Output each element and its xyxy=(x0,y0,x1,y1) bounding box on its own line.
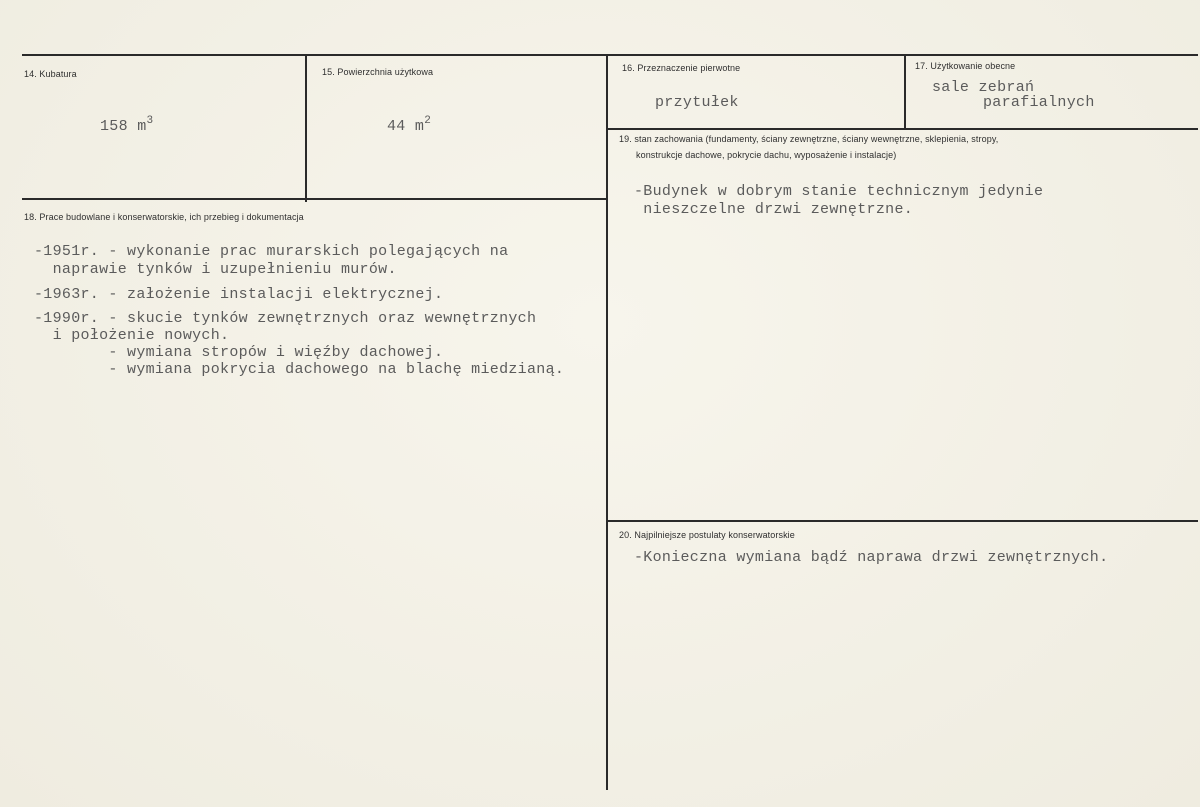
field-19-line-2: nieszczelne drzwi zewnętrzne. xyxy=(634,201,914,218)
field-18-line-4: -1990r. - skucie tynków zewnętrznych oraz wewnętrznych xyxy=(34,310,537,327)
field-16-value: przytułek xyxy=(655,94,739,111)
field-19-label-line2: konstrukcje dachowe, pokrycie dachu, wyposażenie i instalacje) xyxy=(636,150,897,160)
field-17-value-line2: parafialnych xyxy=(983,94,1095,111)
top-rule xyxy=(22,54,1198,56)
field-20-line-1: -Konieczna wymiana bądź naprawa drzwi zewnętrznych. xyxy=(634,549,1109,566)
field-20-label: 20. Najpilniejsze postulaty konserwatorskie xyxy=(619,530,795,540)
left-middle-rule xyxy=(22,198,606,200)
area-unit-exponent: 2 xyxy=(424,115,432,127)
center-vertical-rule xyxy=(606,54,608,790)
field-15-label: 15. Powierzchnia użytkowa xyxy=(322,67,434,77)
right-rule-20 xyxy=(608,520,1198,522)
field-14-value xyxy=(100,115,154,135)
field-19-label: 19. stan zachowania (fundamenty, ściany zewnętrzne, ściany wewnętrzne, sklepienia, stropy, xyxy=(619,134,999,144)
divider-14-15 xyxy=(305,56,307,202)
field-18-line-6: - wymiana stropów i więźby dachowej. xyxy=(34,344,444,361)
field-18-line-5: i położenie nowych. xyxy=(34,327,230,344)
field-18-line-3: -1963r. - założenie instalacji elektrycznej. xyxy=(34,286,444,303)
volume-unit-exponent: 3 xyxy=(146,115,154,127)
area-value: 44 m xyxy=(387,118,425,135)
field-19-line-1: -Budynek w dobrym stanie technicznym jedynie xyxy=(634,183,1044,200)
field-15-value xyxy=(387,115,432,135)
divider-16-17 xyxy=(904,56,906,128)
field-18-line-1: -1951r. - wykonanie prac murarskich polegających na xyxy=(34,243,509,260)
volume-value: 158 m xyxy=(100,118,147,135)
field-18-label: 18. Prace budowlane i konserwatorskie, ich przebieg i dokumentacja xyxy=(24,212,304,222)
field-17-label: 17. Użytkowanie obecne xyxy=(915,61,1016,71)
field-14-label: 14. Kubatura xyxy=(24,69,77,79)
right-rule-19 xyxy=(608,128,1198,130)
field-16-label: 16. Przeznaczenie pierwotne xyxy=(622,63,741,73)
field-17-value-line1: sale zebrań xyxy=(932,79,1035,96)
field-18-line-7: - wymiana pokrycia dachowego na blachę miedzianą. xyxy=(34,361,565,378)
field-18-line-2: naprawie tynków i uzupełnieniu murów. xyxy=(34,261,397,278)
